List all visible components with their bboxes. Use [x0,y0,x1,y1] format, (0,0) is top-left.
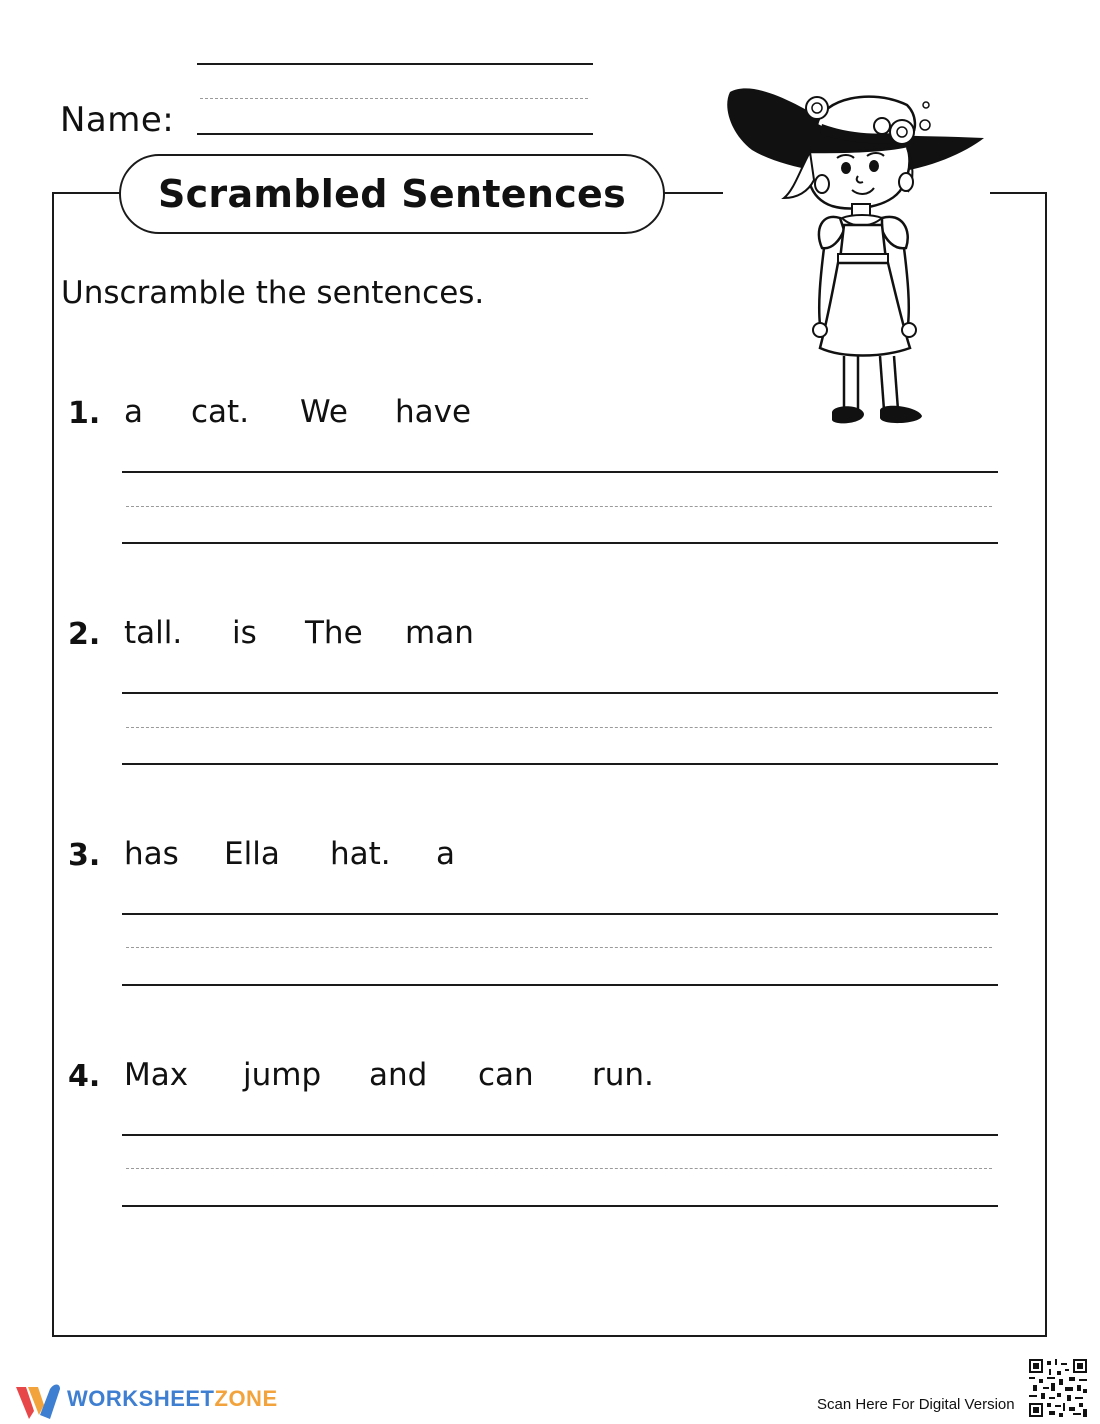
scrambled-word: tall. [124,615,183,651]
logo-text-worksheet: WORKSHEET [67,1386,215,1411]
instructions: Unscramble the sentences. [61,275,485,311]
scrambled-word: has [124,836,179,872]
question-number: 1. [68,396,101,431]
answer-midline [126,506,992,507]
page-title: Scrambled Sentences [157,172,627,216]
answer-midline [126,947,992,948]
scrambled-word: The [305,615,363,651]
answer-baseline [122,542,998,544]
question-number: 3. [68,838,101,873]
name-line-bottom[interactable] [197,133,593,135]
scan-caption: Scan Here For Digital Version [817,1396,1015,1413]
frame-bottom [52,1335,1047,1337]
qr-code-icon[interactable] [1029,1359,1087,1417]
answer-baseline [122,984,998,986]
scrambled-word: a [436,836,455,872]
scrambled-word: run. [592,1057,654,1093]
scrambled-word: Ella [224,836,280,872]
scrambled-word: We [300,394,348,430]
frame-top-right [990,192,1047,194]
answer-line[interactable] [122,1134,998,1136]
answer-line[interactable] [122,913,998,915]
worksheetzone-logo-text [67,1386,278,1412]
frame-top-left [52,192,122,194]
scrambled-word: Max [124,1057,189,1093]
title-banner [119,154,665,234]
answer-line[interactable] [122,692,998,694]
name-line-dashed [200,98,588,99]
logo-text-zone: ZONE [214,1386,278,1411]
name-label: Name: [60,100,175,140]
frame-left [52,192,54,1336]
scrambled-word: cat. [191,394,250,430]
worksheetzone-logo-icon [14,1381,62,1421]
scrambled-word: and [369,1057,428,1093]
answer-line[interactable] [122,471,998,473]
scrambled-word: jump [243,1057,322,1093]
girl-with-hat-illustration [722,80,997,440]
scrambled-word: a [124,394,143,430]
frame-right [1045,192,1047,1336]
name-line-top [197,63,593,65]
answer-midline [126,1168,992,1169]
answer-baseline [122,763,998,765]
answer-baseline [122,1205,998,1207]
scrambled-word: hat. [330,836,391,872]
frame-top-mid [660,192,723,194]
question-number: 2. [68,617,101,652]
scrambled-word: can [478,1057,534,1093]
scrambled-word: is [232,615,257,651]
question-number: 4. [68,1059,101,1094]
scrambled-word: have [395,394,472,430]
scrambled-word: man [405,615,474,651]
answer-midline [126,727,992,728]
